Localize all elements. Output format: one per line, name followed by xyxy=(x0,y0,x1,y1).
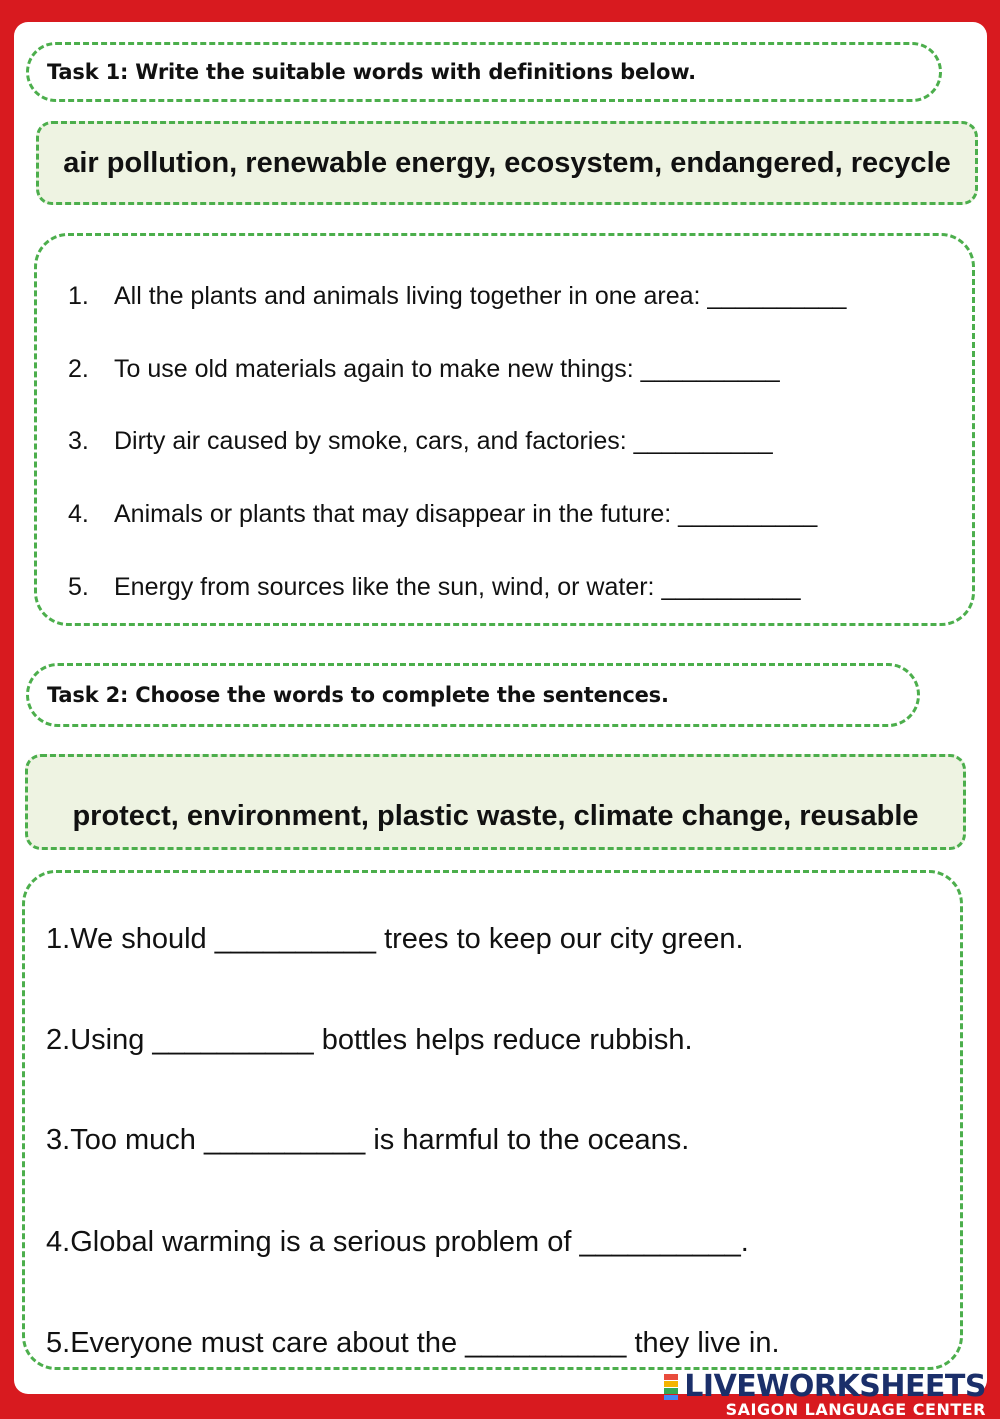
liveworksheets-logo-icon xyxy=(664,1374,678,1400)
task1-word-bank xyxy=(36,121,978,205)
task2-title-text: Task 2: Choose the words to complete the sentences. xyxy=(47,683,669,707)
task2-item-3 xyxy=(46,1124,689,1157)
item-number: 3. xyxy=(68,427,89,455)
task1-title xyxy=(26,42,942,102)
task1-word-bank-text: air pollution, renewable energy, ecosystem, endangered, recycle xyxy=(63,146,951,179)
item-text: All the plants and animals living together in one area: __________ xyxy=(114,282,847,310)
task2-item-2 xyxy=(46,1024,693,1057)
task1-item-3 xyxy=(68,427,773,456)
item-text: Too much __________ is harmful to the oceans. xyxy=(70,1124,690,1156)
task2-title xyxy=(26,663,920,727)
item-number: 5. xyxy=(68,573,89,601)
item-number: 4. xyxy=(46,1226,71,1258)
task1-item-2 xyxy=(68,355,780,384)
item-text: Using __________ bottles helps reduce rubbish. xyxy=(70,1024,693,1056)
item-text: To use old materials again to make new things: __________ xyxy=(114,355,780,383)
task1-item-1 xyxy=(68,282,846,311)
item-number: 5. xyxy=(46,1327,71,1359)
item-number: 1. xyxy=(68,282,89,310)
item-text: Everyone must care about the __________ they live in. xyxy=(70,1327,780,1359)
task2-word-bank xyxy=(25,754,966,850)
brand-name: LIVEWORKSHEETS xyxy=(684,1369,986,1404)
item-text: Dirty air caused by smoke, cars, and factories: __________ xyxy=(114,427,773,455)
item-text: Global warming is a serious problem of __________. xyxy=(70,1226,749,1258)
footer-branding xyxy=(664,1369,986,1419)
item-number: 1. xyxy=(46,923,71,955)
item-text: Energy from sources like the sun, wind, or water: __________ xyxy=(114,573,801,601)
item-number: 4. xyxy=(68,500,89,528)
liveworksheets-logo[interactable] xyxy=(664,1369,986,1404)
task1-title-text: Task 1: Write the suitable words with definitions below. xyxy=(47,60,696,84)
brand-subtitle: SAIGON LANGUAGE CENTER xyxy=(725,1400,986,1419)
item-number: 3. xyxy=(46,1124,71,1156)
item-text: Animals or plants that may disappear in the future: __________ xyxy=(114,500,818,528)
task2-word-bank-text: protect, environment, plastic waste, climate change, reusable xyxy=(72,799,919,832)
item-text: We should __________ trees to keep our city green. xyxy=(70,923,744,955)
task2-item-4 xyxy=(46,1226,749,1259)
item-number: 2. xyxy=(46,1024,71,1056)
task1-item-5 xyxy=(68,573,801,602)
task2-item-5 xyxy=(46,1327,780,1360)
task1-item-4 xyxy=(68,500,817,529)
item-number: 2. xyxy=(68,355,89,383)
task2-item-1 xyxy=(46,923,744,956)
worksheet-page xyxy=(14,22,987,1394)
